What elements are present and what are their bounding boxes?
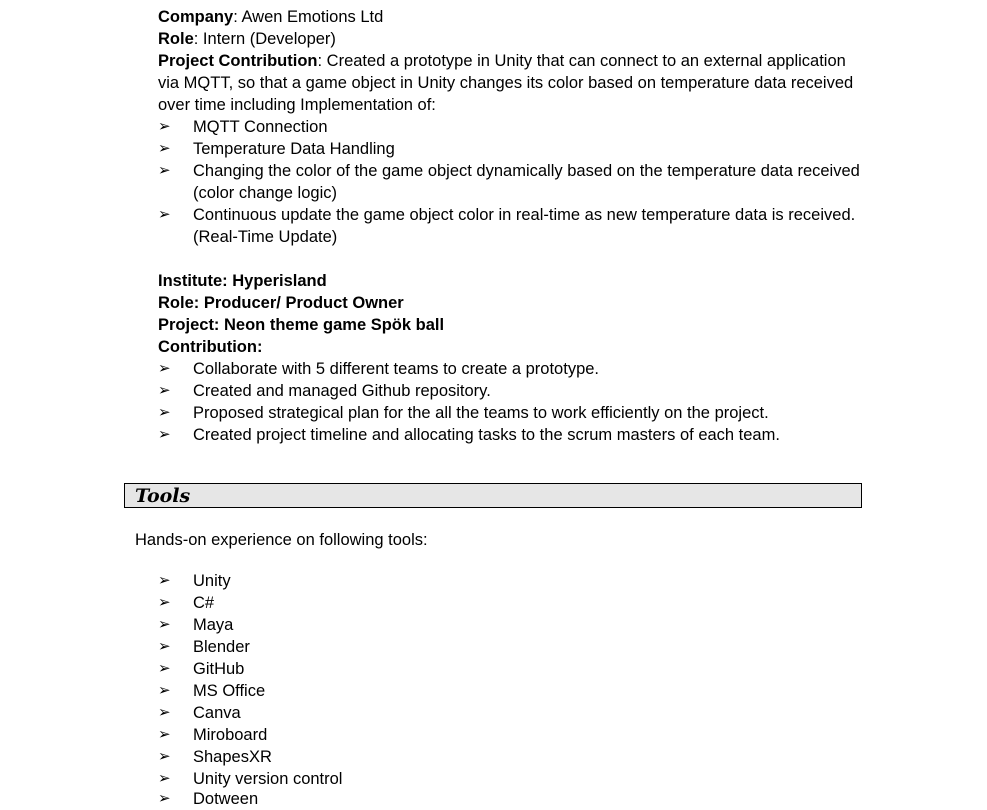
list-item-text: Created and managed Github repository. (193, 382, 491, 400)
arrow-bullet-icon: ➢ (158, 140, 171, 157)
tool-name: ShapesXR (193, 748, 272, 766)
arrow-bullet-icon: ➢ (158, 594, 171, 611)
list-item-text: Temperature Data Handling (193, 140, 395, 158)
tool-name: C# (193, 594, 215, 612)
arrow-bullet-icon: ➢ (158, 748, 171, 765)
contribution-line-1 (158, 50, 846, 72)
tools-intro: Hands-on experience on following tools: (135, 531, 428, 549)
company-value: : Awen Emotions Ltd (233, 8, 384, 26)
arrow-bullet-icon: ➢ (158, 426, 171, 443)
list-item-text: (Real-Time Update) (193, 228, 338, 246)
contribution-label: Project Contribution (158, 52, 318, 70)
role-line (158, 28, 336, 50)
role-value: : Intern (Developer) (193, 30, 336, 48)
arrow-bullet-icon: ➢ (158, 360, 171, 377)
tool-name: Miroboard (193, 726, 268, 744)
arrow-bullet-icon: ➢ (158, 162, 171, 179)
institute-role-line: Role: Producer/ Product Owner (158, 294, 404, 312)
tools-section-header (124, 483, 862, 508)
role-label: Role (158, 30, 194, 48)
tool-name: GitHub (193, 660, 245, 678)
tool-name: Canva (193, 704, 241, 722)
contribution-heading: Contribution: (158, 338, 263, 356)
list-item-text: Changing the color of the game object dynamically based on the temperature data received (193, 162, 860, 180)
contribution-text-1: : Created a prototype in Unity that can connect to an external application (317, 52, 846, 70)
list-item-text: Continuous update the game object color in real-time as new temperature data is received. (193, 206, 856, 224)
arrow-bullet-icon: ➢ (158, 704, 171, 721)
list-item-text: MQTT Connection (193, 118, 328, 136)
arrow-bullet-icon: ➢ (158, 404, 171, 421)
arrow-bullet-icon: ➢ (158, 616, 171, 633)
arrow-bullet-icon: ➢ (158, 118, 171, 135)
list-item-text: Collaborate with 5 different teams to create a prototype. (193, 360, 600, 378)
tool-name: Unity (193, 572, 231, 590)
company-label: Company (158, 8, 234, 26)
arrow-bullet-icon: ➢ (158, 790, 171, 807)
arrow-bullet-icon: ➢ (158, 770, 171, 787)
tool-name: Unity version control (193, 770, 343, 788)
arrow-bullet-icon: ➢ (158, 726, 171, 743)
tool-name: Dotween (193, 790, 259, 808)
institute-line: Institute: Hyperisland (158, 272, 327, 290)
list-item-text: Proposed strategical plan for the all the teams to work efficiently on the project. (193, 404, 769, 422)
arrow-bullet-icon: ➢ (158, 682, 171, 699)
arrow-bullet-icon: ➢ (158, 382, 171, 399)
contribution-line-2: via MQTT, so that a game object in Unity changes its color based on temperature data received (158, 74, 854, 92)
arrow-bullet-icon: ➢ (158, 572, 171, 589)
section-title: Tools (135, 485, 191, 507)
contribution-line-3: over time including Implementation of: (158, 96, 436, 114)
tool-name: MS Office (193, 682, 266, 700)
list-item-text: Created project timeline and allocating tasks to the scrum masters of each team. (193, 426, 780, 444)
arrow-bullet-icon: ➢ (158, 206, 171, 223)
tool-name: Maya (193, 616, 234, 634)
company-line (158, 6, 383, 28)
arrow-bullet-icon: ➢ (158, 660, 171, 677)
tool-name: Blender (193, 638, 250, 656)
arrow-bullet-icon: ➢ (158, 638, 171, 655)
list-item-text: (color change logic) (193, 184, 337, 202)
project-line: Project: Neon theme game Spök ball (158, 316, 445, 334)
